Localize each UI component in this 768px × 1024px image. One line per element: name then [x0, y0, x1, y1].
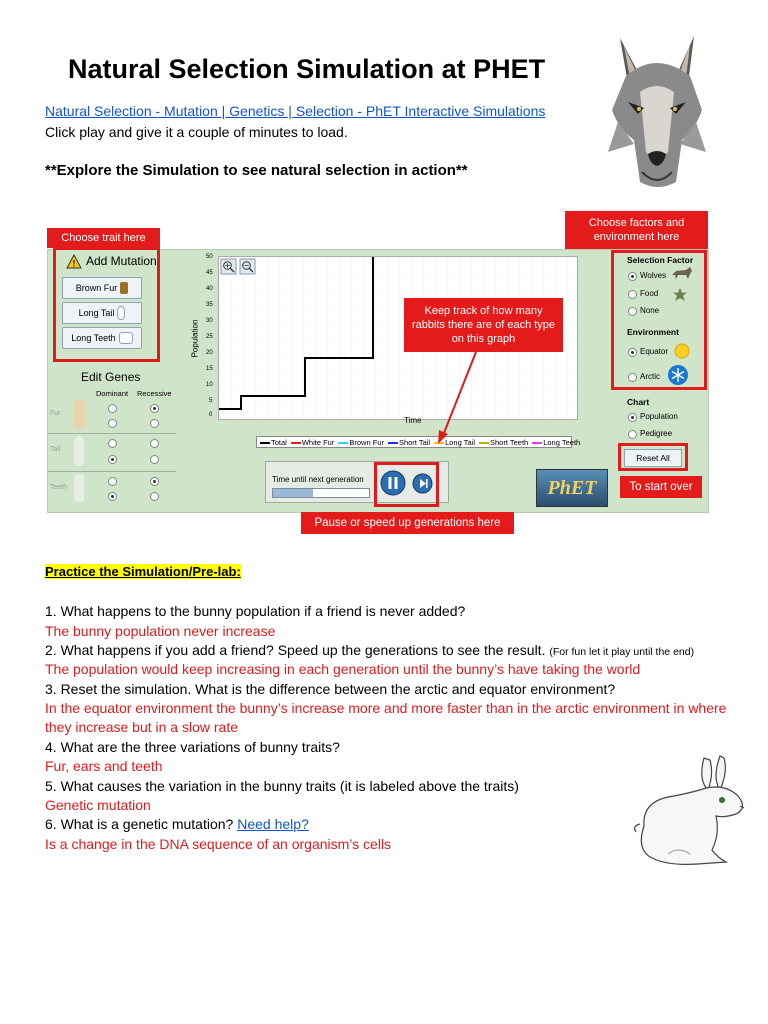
sun-icon [673, 342, 691, 360]
population-radio[interactable] [628, 413, 637, 422]
legend-short-teeth[interactable]: Short Teeth [479, 438, 528, 447]
time-label: Time until next generation [272, 475, 364, 484]
answer-2: The population would keep increasing in each generation until the bunny’s have taking the world [45, 661, 641, 677]
brown-fur-button[interactable] [62, 277, 142, 299]
brown-fur-label: Brown Fur [75, 283, 118, 293]
wolves-radio[interactable] [628, 272, 637, 281]
fur-dominant-radio-2[interactable] [108, 419, 117, 428]
snowflake-icon [667, 364, 689, 386]
pedigree-radio[interactable] [628, 430, 637, 439]
y-tick: 40 [206, 286, 213, 292]
explore-heading: **Explore the Simulation to see natural selection in action** [45, 162, 468, 179]
callout-choose-trait: Choose trait here [47, 228, 160, 248]
none-radio[interactable] [628, 307, 637, 316]
y-tick: 5 [209, 398, 213, 404]
warning-icon [66, 254, 82, 269]
dominant-label: Dominant [96, 389, 129, 398]
selection-factor-label: Selection Factor [627, 255, 694, 265]
phet-logo: PhET [536, 469, 608, 507]
callout-start-over: To start over [620, 476, 702, 498]
zoom-in-button[interactable] [221, 259, 236, 274]
gene-row-teeth-label: Teeth [50, 484, 68, 491]
long-teeth-button[interactable] [62, 327, 142, 349]
step-forward-button[interactable] [412, 473, 433, 494]
long-teeth-icon [119, 332, 133, 344]
long-tail-button[interactable] [62, 302, 142, 324]
tail-dominant-radio[interactable] [108, 439, 117, 448]
y-tick: 25 [206, 334, 213, 340]
need-help-link[interactable]: Need help? [237, 816, 309, 832]
teeth-recessive-radio-2[interactable] [150, 492, 159, 501]
long-teeth-label: Long Teeth [71, 333, 116, 343]
none-label: None [640, 306, 660, 315]
wolves-label: Wolves [640, 271, 667, 280]
recessive-label: Recessive [137, 389, 172, 398]
tail-dominant-radio-2[interactable] [108, 455, 117, 464]
y-tick: 50 [206, 254, 213, 260]
pedigree-label: Pedigree [640, 429, 673, 438]
teeth-recessive-radio[interactable] [150, 477, 159, 486]
callout-track: Keep track of how many rabbits there are of each type on this graph [404, 298, 563, 352]
gene-divider [48, 471, 176, 472]
question-1: 1. What happens to the bunny population if a friend is never added? [45, 603, 466, 619]
question-6-text: 6. What is a genetic mutation? [45, 816, 234, 832]
tail-recessive-radio-2[interactable] [150, 455, 159, 464]
equator-radio[interactable] [628, 348, 637, 357]
graph-legend [256, 436, 581, 448]
instruction-text: Click play and give it a couple of minutes to load. [45, 124, 348, 140]
question-2-note: (For fun let it play until the end) [549, 646, 695, 658]
question-4: 4. What are the three variations of bunny traits? [45, 739, 340, 755]
generation-progress-fill [273, 489, 313, 497]
reset-all-button[interactable]: Reset All [624, 449, 682, 467]
y-tick: 45 [206, 270, 213, 276]
answer-5: Genetic mutation [45, 797, 151, 813]
long-tail-icon [117, 306, 125, 320]
gene-row-tail-label: Tail [50, 446, 61, 453]
generation-progress-bar [272, 488, 370, 498]
brown-fur-icon [120, 282, 128, 294]
y-tick: 20 [206, 350, 213, 356]
question-2-text: 2. What happens if you add a friend? Speed up the generations to see the result. [45, 642, 546, 658]
y-tick: 35 [206, 302, 213, 308]
edit-genes-label: Edit Genes [81, 370, 141, 384]
legend-total[interactable]: Total [260, 438, 287, 447]
chart-label: Chart [627, 397, 650, 407]
legend-long-teeth[interactable]: Long Teeth [532, 438, 580, 447]
question-2 [45, 642, 694, 658]
legend-brown-fur[interactable]: Brown Fur [338, 438, 384, 447]
population-label: Population [640, 412, 678, 421]
tail-icon [74, 436, 84, 466]
simulation-panel [47, 249, 709, 513]
fur-recessive-radio[interactable] [150, 404, 159, 413]
zoom-out-button[interactable] [240, 259, 255, 274]
phet-simulation-link[interactable]: Natural Selection - Mutation | Genetics | Selection - PhET Interactive Simulations [45, 103, 546, 119]
teeth-dominant-radio[interactable] [108, 477, 117, 486]
question-3: 3. Reset the simulation. What is the difference between the arctic and equator environment? [45, 681, 616, 697]
teeth-dominant-radio-2[interactable] [108, 492, 117, 501]
fur-dominant-radio[interactable] [108, 404, 117, 413]
legend-white-fur[interactable]: White Fur [291, 438, 335, 447]
svg-text:!: ! [72, 258, 76, 269]
legend-short-tail[interactable]: Short Tail [388, 438, 430, 447]
pause-button[interactable] [380, 470, 406, 496]
answer-6: Is a change in the DNA sequence of an organism’s cells [45, 836, 392, 852]
add-mutation-label: Add Mutation [86, 254, 157, 268]
teeth-icon [74, 474, 84, 502]
question-5: 5. What causes the variation in the bunny traits (it is labeled above the traits) [45, 778, 519, 794]
rabbit-illustration [628, 754, 752, 872]
practice-heading: Practice the Simulation/Pre-lab: [45, 564, 241, 579]
arctic-radio[interactable] [628, 373, 637, 382]
fur-icon [74, 400, 85, 430]
answer-4: Fur, ears and teeth [45, 758, 163, 774]
food-radio[interactable] [628, 290, 637, 299]
food-icon [672, 286, 688, 302]
y-axis-label: Population [190, 319, 200, 358]
x-axis-label: Time [404, 416, 422, 425]
long-tail-label: Long Tail [78, 308, 115, 318]
wolf-illustration [598, 32, 716, 192]
answer-3: In the equator environment the bunny’s increase more and more faster than in the arctic environment in where [45, 700, 727, 716]
callout-pause: Pause or speed up generations here [301, 512, 514, 534]
arctic-label: Arctic [640, 372, 660, 381]
gene-row-fur-label: Fur [50, 410, 61, 417]
question-6 [45, 816, 309, 832]
environment-label: Environment [627, 327, 679, 337]
fur-recessive-radio-2[interactable] [150, 419, 159, 428]
legend-long-tail[interactable]: Long Tail [434, 438, 475, 447]
callout-arrow-icon [434, 350, 484, 445]
y-tick: 10 [206, 382, 213, 388]
tail-recessive-radio[interactable] [150, 439, 159, 448]
equator-label: Equator [640, 347, 669, 356]
callout-choose-factors: Choose factors and environment here [565, 211, 708, 249]
answer-3-continued: they increase but in a slow rate [45, 719, 238, 735]
answer-1: The bunny population never increase [45, 623, 276, 639]
gene-divider [48, 433, 176, 434]
y-tick: 15 [206, 366, 213, 372]
food-label: Food [640, 289, 659, 298]
y-tick: 30 [206, 318, 213, 324]
page-title: Natural Selection Simulation at PHET [68, 54, 546, 84]
y-tick: 0 [209, 412, 213, 418]
wolf-icon [670, 265, 694, 281]
